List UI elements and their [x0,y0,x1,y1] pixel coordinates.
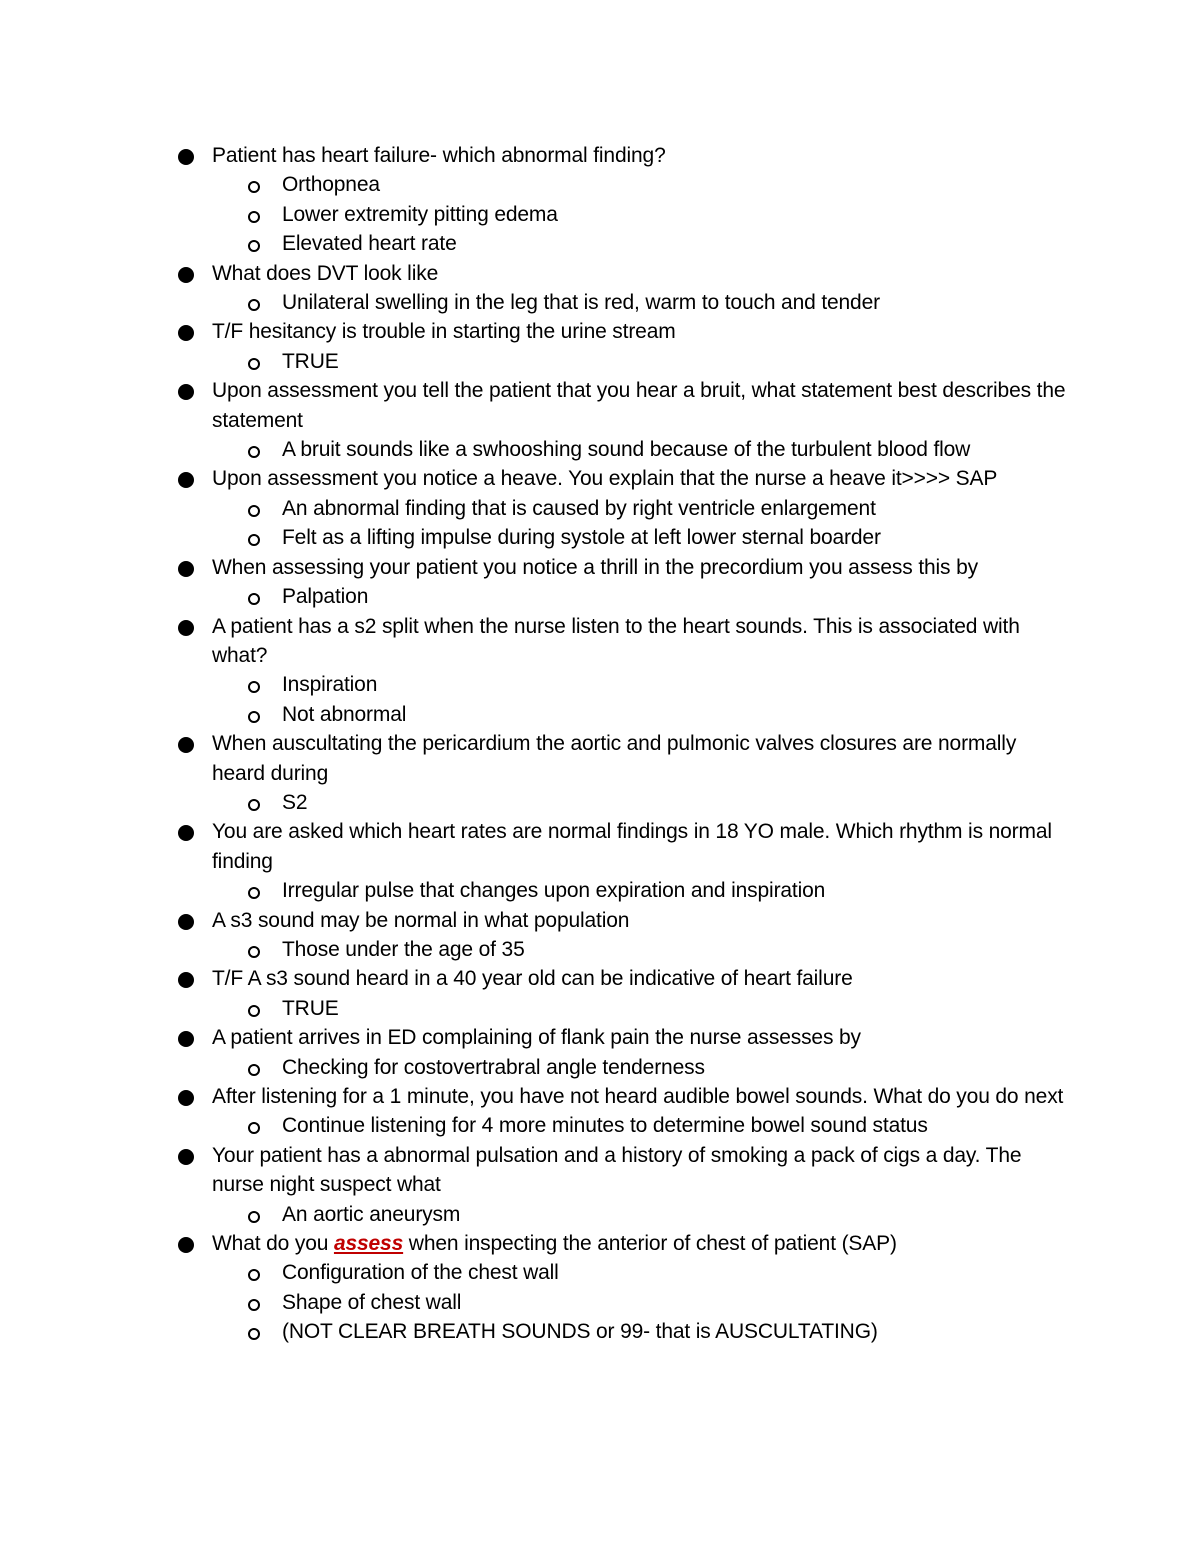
question-text-part: when inspecting the anterior of chest of patient (SAP) [403,1232,897,1256]
hollow-bullet-icon [248,1211,260,1223]
question-label: A patient arrives in ED complaining of flank pain the nurse assesses by [212,1026,861,1050]
answer-label: An aortic aneurysm [282,1202,461,1226]
hollow-bullet-icon [248,681,260,693]
answer-text [0,582,1200,611]
answer-label: Felt as a lifting impulse during systole at left lower sternal boarder [282,526,881,550]
filled-bullet-icon [178,325,194,341]
answer-label: Irregular pulse that changes upon expiration and inspiration [282,879,826,903]
question-text [0,259,1200,288]
filled-bullet-icon [178,1031,194,1047]
hollow-bullet-icon [248,534,260,546]
filled-bullet-icon [178,472,194,488]
question-item [0,612,1200,730]
answer-label: Elevated heart rate [282,232,457,256]
answer-label: Configuration of the chest wall [282,1261,559,1285]
question-text [0,464,1200,493]
answer-label: Palpation [282,585,369,609]
answer-text [0,788,1200,817]
question-text [0,317,1200,346]
hollow-bullet-icon [248,1299,260,1311]
answer-text [0,435,1200,464]
question-item [0,817,1200,905]
filled-bullet-icon [178,267,194,283]
filled-bullet-icon [178,561,194,577]
emphasized-word: assess [333,1232,404,1256]
answer-label: S2 [282,790,308,814]
question-label: Upon assessment you notice a heave. You explain that the nurse a heave it>>>> SAP [212,467,998,491]
question-text [0,376,1200,435]
question-item [0,1141,1200,1229]
question-label: What does DVT look like [212,261,439,285]
hollow-bullet-icon [248,946,260,958]
hollow-bullet-icon [248,593,260,605]
answer-text [0,876,1200,905]
question-label: When assessing your patient you notice a thrill in the precordium you assess this by [212,555,978,579]
question-text [0,1082,1200,1111]
hollow-bullet-icon [248,1269,260,1281]
question-text-part: What do you [212,1232,334,1256]
answer-label: An abnormal finding that is caused by right ventricle enlargement [282,496,876,520]
hollow-bullet-icon [248,446,260,458]
answer-text [0,523,1200,552]
question-text [0,906,1200,935]
filled-bullet-icon [178,149,194,165]
answer-text [0,170,1200,199]
answer-text [0,700,1200,729]
answer-label: Continue listening for 4 more minutes to determine bowel sound status [282,1114,928,1138]
answer-text [0,1200,1200,1229]
hollow-bullet-icon [248,505,260,517]
question-label: A s3 sound may be normal in what population [212,908,630,932]
question-item [0,317,1200,376]
answer-label: Orthopnea [282,173,380,197]
answer-text [0,1111,1200,1140]
question-text [0,553,1200,582]
question-item [0,1023,1200,1082]
filled-bullet-icon [178,620,194,636]
question-item [0,729,1200,817]
question-text [0,141,1200,170]
question-item [0,141,1200,259]
answer-label: Checking for costovertrabral angle tenderness [282,1055,705,1079]
question-label: After listening for a 1 minute, you have not heard audible bowel sounds. What do you do next [212,1085,1064,1108]
filled-bullet-icon [178,1149,194,1165]
filled-bullet-icon [178,384,194,400]
question-text [0,729,1200,788]
question-label: A patient has a s2 split when the nurse listen to the heart sounds. This is associated with what? [212,614,1020,667]
answer-label: TRUE [282,996,339,1020]
question-text [0,964,1200,993]
filled-bullet-icon [178,914,194,930]
answer-label: TRUE [282,349,339,373]
question-label: T/F hesitancy is trouble in starting the urine stream [212,320,676,344]
filled-bullet-icon [178,1090,194,1106]
question-item [0,464,1200,552]
answer-label: Those under the age of 35 [282,937,525,961]
answer-label: Inspiration [282,673,378,697]
question-item [0,906,1200,965]
answer-label: Not abnormal [282,702,407,726]
question-item [0,259,1200,318]
question-list [0,141,1200,1229]
hollow-bullet-icon [248,1328,260,1340]
study-notes-document [0,141,1200,1347]
answer-text [0,1258,1200,1287]
question-text [0,1229,1200,1258]
answer-text [0,935,1200,964]
answer-text [0,347,1200,376]
answer-text [0,200,1200,229]
answer-text [0,229,1200,258]
answer-text [0,1053,1200,1082]
filled-bullet-icon [178,825,194,841]
hollow-bullet-icon [248,1005,260,1017]
hollow-bullet-icon [248,181,260,193]
hollow-bullet-icon [248,799,260,811]
hollow-bullet-icon [248,211,260,223]
question-label: Upon assessment you tell the patient that you hear a bruit, what statement best describes the statement [212,379,1066,432]
answer-label: A bruit sounds like a swhooshing sound because of the turbulent blood flow [282,438,971,462]
question-label: Your patient has a abnormal pulsation and a history of smoking a pack of cigs a day. The nurse night suspect what [212,1143,1022,1197]
hollow-bullet-icon [248,711,260,723]
hollow-bullet-icon [248,1122,260,1134]
answer-text [0,670,1200,699]
answer-list [0,1258,1200,1346]
hollow-bullet-icon [248,1064,260,1076]
question-label: You are asked which heart rates are normal findings in 18 YO male. Which rhythm is normal finding [212,820,1052,873]
answer-text [0,288,1200,317]
question-text [0,817,1200,876]
answer-text [0,1317,1200,1346]
filled-bullet-icon [178,972,194,988]
hollow-bullet-icon [248,358,260,370]
question-label: Patient has heart failure- which abnormal finding? [212,144,666,167]
question-text [0,1141,1200,1200]
question-label: T/F A s3 sound heard in a 40 year old can be indicative of heart failure [212,967,853,991]
answer-text [0,994,1200,1023]
hollow-bullet-icon [248,299,260,311]
answer-label: (NOT CLEAR BREATH SOUNDS or 99- that is AUSCULTATING) [282,1320,878,1344]
answer-text [0,1288,1200,1317]
question-label: When auscultating the pericardium the aortic and pulmonic valves closures are normally heard during [212,732,1017,785]
question-item [0,553,1200,612]
question-item [0,1082,1200,1141]
question-item [0,376,1200,464]
question-item [0,964,1200,1023]
answer-label: Unilateral swelling in the leg that is red, warm to touch and tender [282,291,880,315]
hollow-bullet-icon [248,240,260,252]
hollow-bullet-icon [248,887,260,899]
question-text [0,1023,1200,1052]
question-text [0,612,1200,671]
answer-label: Shape of chest wall [282,1290,462,1314]
filled-bullet-icon [178,737,194,753]
filled-bullet-icon [178,1237,194,1253]
answer-text [0,494,1200,523]
question-item [0,1229,1200,1347]
answer-label: Lower extremity pitting edema [282,202,558,226]
